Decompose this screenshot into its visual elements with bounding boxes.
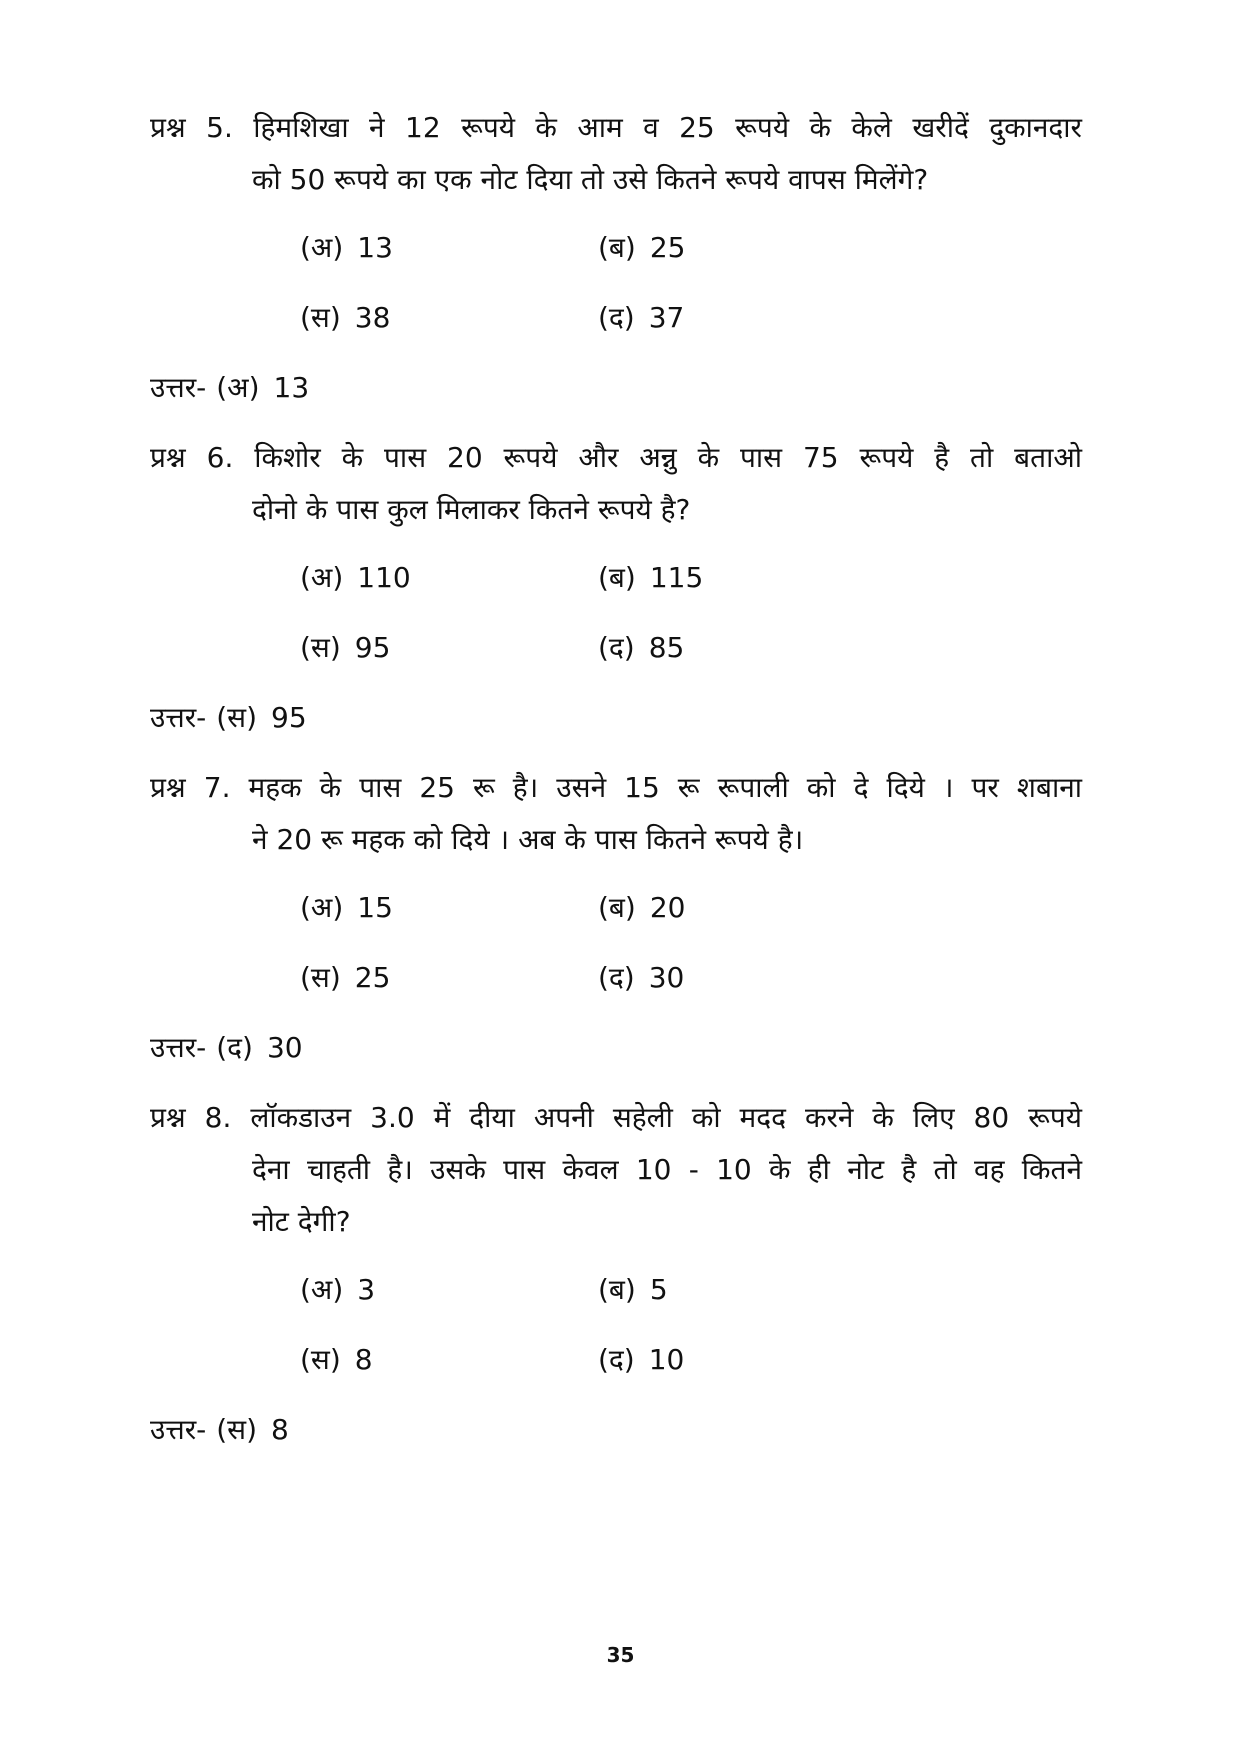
option-label: (अ) — [300, 231, 344, 264]
option-value: 3 — [357, 1273, 376, 1306]
answer-value: 8 — [271, 1413, 289, 1446]
option-label: (ब) — [598, 561, 636, 594]
option-value: 13 — [357, 231, 393, 264]
answer-value: 30 — [266, 1031, 303, 1064]
question-5-option-d — [598, 298, 684, 338]
option-label: (स) — [300, 631, 341, 664]
question-6-option-a — [300, 558, 411, 598]
question-8-option-d — [598, 1340, 684, 1380]
question-8-line-2: देना चाहती है। उसके पास केवल 10 - 10 के ही नोट है तो वह कितने — [252, 1153, 1082, 1186]
option-label: (द) — [598, 631, 635, 664]
question-5-line-2: को 50 रूपये का एक नोट दिया तो उसे कितने रूपये वापस मिलेंगे? — [252, 163, 929, 196]
question-7-option-d — [598, 958, 684, 998]
question-7-option-b — [598, 888, 685, 928]
option-value: 37 — [648, 301, 685, 334]
answer-label: (स) — [216, 701, 258, 734]
option-value: 25 — [649, 231, 686, 264]
question-7-option-a — [300, 888, 393, 928]
option-value: 85 — [648, 631, 685, 664]
question-6-line-1: प्रश्न 6. किशोर के पास 20 रूपये और अन्नु के पास 75 रूपये है तो बताओ — [150, 441, 1082, 474]
answer-value: 13 — [273, 371, 310, 404]
option-value: 5 — [649, 1273, 668, 1306]
question-8-option-c — [300, 1340, 373, 1380]
option-value: 8 — [354, 1343, 373, 1376]
answer-label: (अ) — [216, 371, 260, 404]
question-8-option-b — [598, 1270, 668, 1310]
option-value: 20 — [649, 891, 686, 924]
answer-label: (स) — [216, 1413, 258, 1446]
option-value: 30 — [648, 961, 685, 994]
option-value: 15 — [357, 891, 393, 924]
option-value: 115 — [649, 561, 704, 594]
option-label: (द) — [598, 961, 635, 994]
question-6-option-d — [598, 628, 684, 668]
question-8-answer — [150, 1410, 289, 1450]
answer-label: (द) — [216, 1031, 253, 1064]
option-label: (ब) — [598, 231, 636, 264]
question-6-option-c — [300, 628, 390, 668]
question-5-option-b — [598, 228, 685, 268]
answer-prefix: उत्तर- — [150, 1413, 207, 1446]
option-label: (स) — [300, 961, 341, 994]
answer-value: 95 — [271, 701, 307, 734]
answer-prefix: उत्तर- — [150, 701, 207, 734]
question-5-line-1: प्रश्न 5. हिमशिखा ने 12 रूपये के आम व 25 रूपये के केले खरीदें दुकानदार — [150, 111, 1082, 144]
option-label: (अ) — [300, 561, 344, 594]
option-label: (स) — [300, 1343, 341, 1376]
option-label: (ब) — [598, 891, 636, 924]
question-6-answer — [150, 698, 307, 738]
question-7-line-2: ने 20 रू महक को दिये । अब के पास कितने रूपये है। — [252, 823, 804, 856]
option-label: (अ) — [300, 891, 344, 924]
option-label: (स) — [300, 301, 341, 334]
question-8-line-1: प्रश्न 8. लॉकडाउन 3.0 में दीया अपनी सहेली को मदद करने के लिए 80 रूपये — [150, 1101, 1082, 1134]
question-7-option-c — [300, 958, 390, 998]
question-6-line-2: दोनो के पास कुल मिलाकर कितने रूपये है? — [252, 493, 691, 526]
option-value: 110 — [357, 561, 411, 594]
question-6-option-b — [598, 558, 703, 598]
option-value: 10 — [648, 1343, 685, 1376]
option-label: (द) — [598, 301, 635, 334]
option-label: (अ) — [300, 1273, 344, 1306]
question-7-answer — [150, 1028, 303, 1068]
question-5-answer — [150, 368, 309, 408]
page-number: 35 — [606, 1643, 635, 1667]
option-value: 95 — [354, 631, 391, 664]
option-label: (ब) — [598, 1273, 636, 1306]
option-value: 38 — [354, 301, 391, 334]
answer-prefix: उत्तर- — [150, 371, 207, 404]
option-value: 25 — [354, 961, 391, 994]
question-5-option-a — [300, 228, 393, 268]
question-5-option-c — [300, 298, 390, 338]
question-8-line-3: नोट देगी? — [252, 1205, 351, 1238]
answer-prefix: उत्तर- — [150, 1031, 207, 1064]
question-8-option-a — [300, 1270, 375, 1310]
question-7-line-1: प्रश्न 7. महक के पास 25 रू है। उसने 15 रू रूपाली को दे दिये । पर शबाना — [150, 771, 1082, 804]
option-label: (द) — [598, 1343, 635, 1376]
